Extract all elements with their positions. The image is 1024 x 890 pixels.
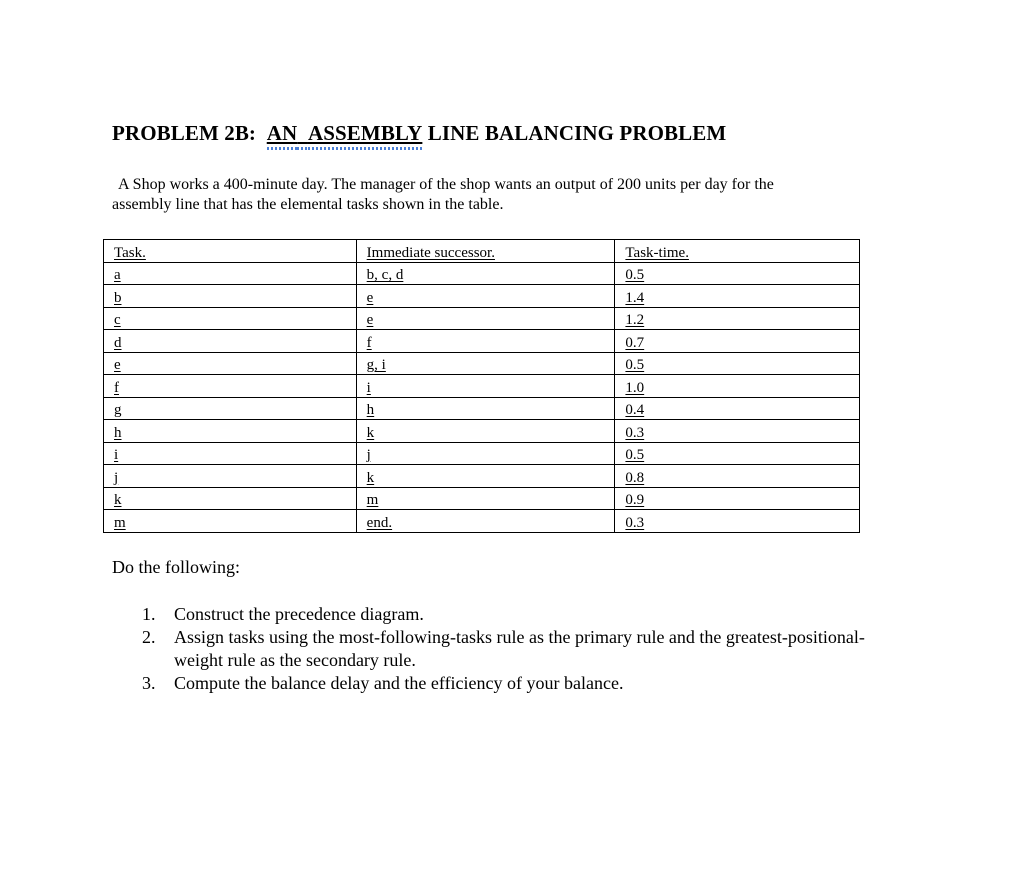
cell-task: a — [104, 262, 357, 285]
step-text: Compute the balance delay and the efficiency of your balance. — [174, 673, 624, 693]
table-row — [104, 465, 860, 488]
instructions-list — [142, 603, 902, 695]
cell-task-time: 0.3 — [615, 420, 860, 443]
cell-task: i — [104, 442, 357, 465]
list-item — [142, 626, 902, 672]
cell-task-time: 0.4 — [615, 397, 860, 420]
table-row — [104, 420, 860, 443]
cell-task: h — [104, 420, 357, 443]
table-row — [104, 307, 860, 330]
step-text: Assign tasks using the most-following-tasks rule as the primary rule and the greatest-positional-weight rule as the secondary rule. — [174, 627, 865, 670]
task-table — [103, 239, 860, 533]
step-number: 2. — [142, 627, 156, 647]
cell-immediate-successor: b, c, d — [356, 262, 615, 285]
problem-intro — [112, 175, 912, 215]
cell-task-time: 1.0 — [615, 375, 860, 398]
cell-task: j — [104, 465, 357, 488]
cell-task-time: 1.2 — [615, 307, 860, 330]
cell-immediate-successor: end. — [356, 510, 615, 533]
header-immediate-successor: Immediate successor. — [356, 240, 615, 263]
cell-task-time: 0.5 — [615, 262, 860, 285]
table-row — [104, 375, 860, 398]
cell-immediate-successor: k — [356, 420, 615, 443]
cell-task: g — [104, 397, 357, 420]
cell-task: k — [104, 487, 357, 510]
step-number: 1. — [142, 604, 156, 624]
cell-immediate-successor: k — [356, 465, 615, 488]
cell-task-time: 0.5 — [615, 352, 860, 375]
title-prefix: PROBLEM 2B: — [112, 121, 257, 145]
cell-task-time: 1.4 — [615, 285, 860, 308]
table-row — [104, 397, 860, 420]
step-text: Construct the precedence diagram. — [174, 604, 424, 624]
cell-immediate-successor: g, i — [356, 352, 615, 375]
title-part-assembly: ASSEMBLY — [307, 121, 423, 145]
table-row — [104, 330, 860, 353]
title-part-an: AN — [266, 121, 298, 145]
title-part-rest: LINE BALANCING PROBLEM — [427, 121, 727, 145]
cell-task: f — [104, 375, 357, 398]
list-item — [142, 603, 902, 626]
cell-immediate-successor: h — [356, 397, 615, 420]
cell-task: c — [104, 307, 357, 330]
cell-immediate-successor: f — [356, 330, 615, 353]
table-body — [104, 262, 860, 532]
intro-line-1: A Shop works a 400-minute day. The manager of the shop wants an output of 200 units per day for the — [118, 176, 774, 193]
table-row — [104, 285, 860, 308]
cell-task-time: 0.3 — [615, 510, 860, 533]
cell-task: e — [104, 352, 357, 375]
table-header-row — [104, 240, 860, 263]
cell-immediate-successor: e — [356, 285, 615, 308]
step-number: 3. — [142, 673, 156, 693]
cell-task-time: 0.7 — [615, 330, 860, 353]
cell-task: m — [104, 510, 357, 533]
table-row — [104, 352, 860, 375]
cell-task-time: 0.8 — [615, 465, 860, 488]
table-row — [104, 487, 860, 510]
cell-task: b — [104, 285, 357, 308]
instructions-heading: Do the following: — [112, 557, 240, 577]
header-task: Task. — [104, 240, 357, 263]
table-row — [104, 262, 860, 285]
cell-immediate-successor: i — [356, 375, 615, 398]
list-item — [142, 672, 902, 695]
table-row — [104, 442, 860, 465]
cell-immediate-successor: e — [356, 307, 615, 330]
header-task-time: Task-time. — [615, 240, 860, 263]
cell-immediate-successor: m — [356, 487, 615, 510]
cell-task-time: 0.9 — [615, 487, 860, 510]
cell-immediate-successor: j — [356, 442, 615, 465]
problem-title — [112, 121, 726, 146]
table-row — [104, 510, 860, 533]
cell-task: d — [104, 330, 357, 353]
intro-line-2: assembly line that has the elemental tasks shown in the table. — [112, 196, 504, 213]
cell-task-time: 0.5 — [615, 442, 860, 465]
